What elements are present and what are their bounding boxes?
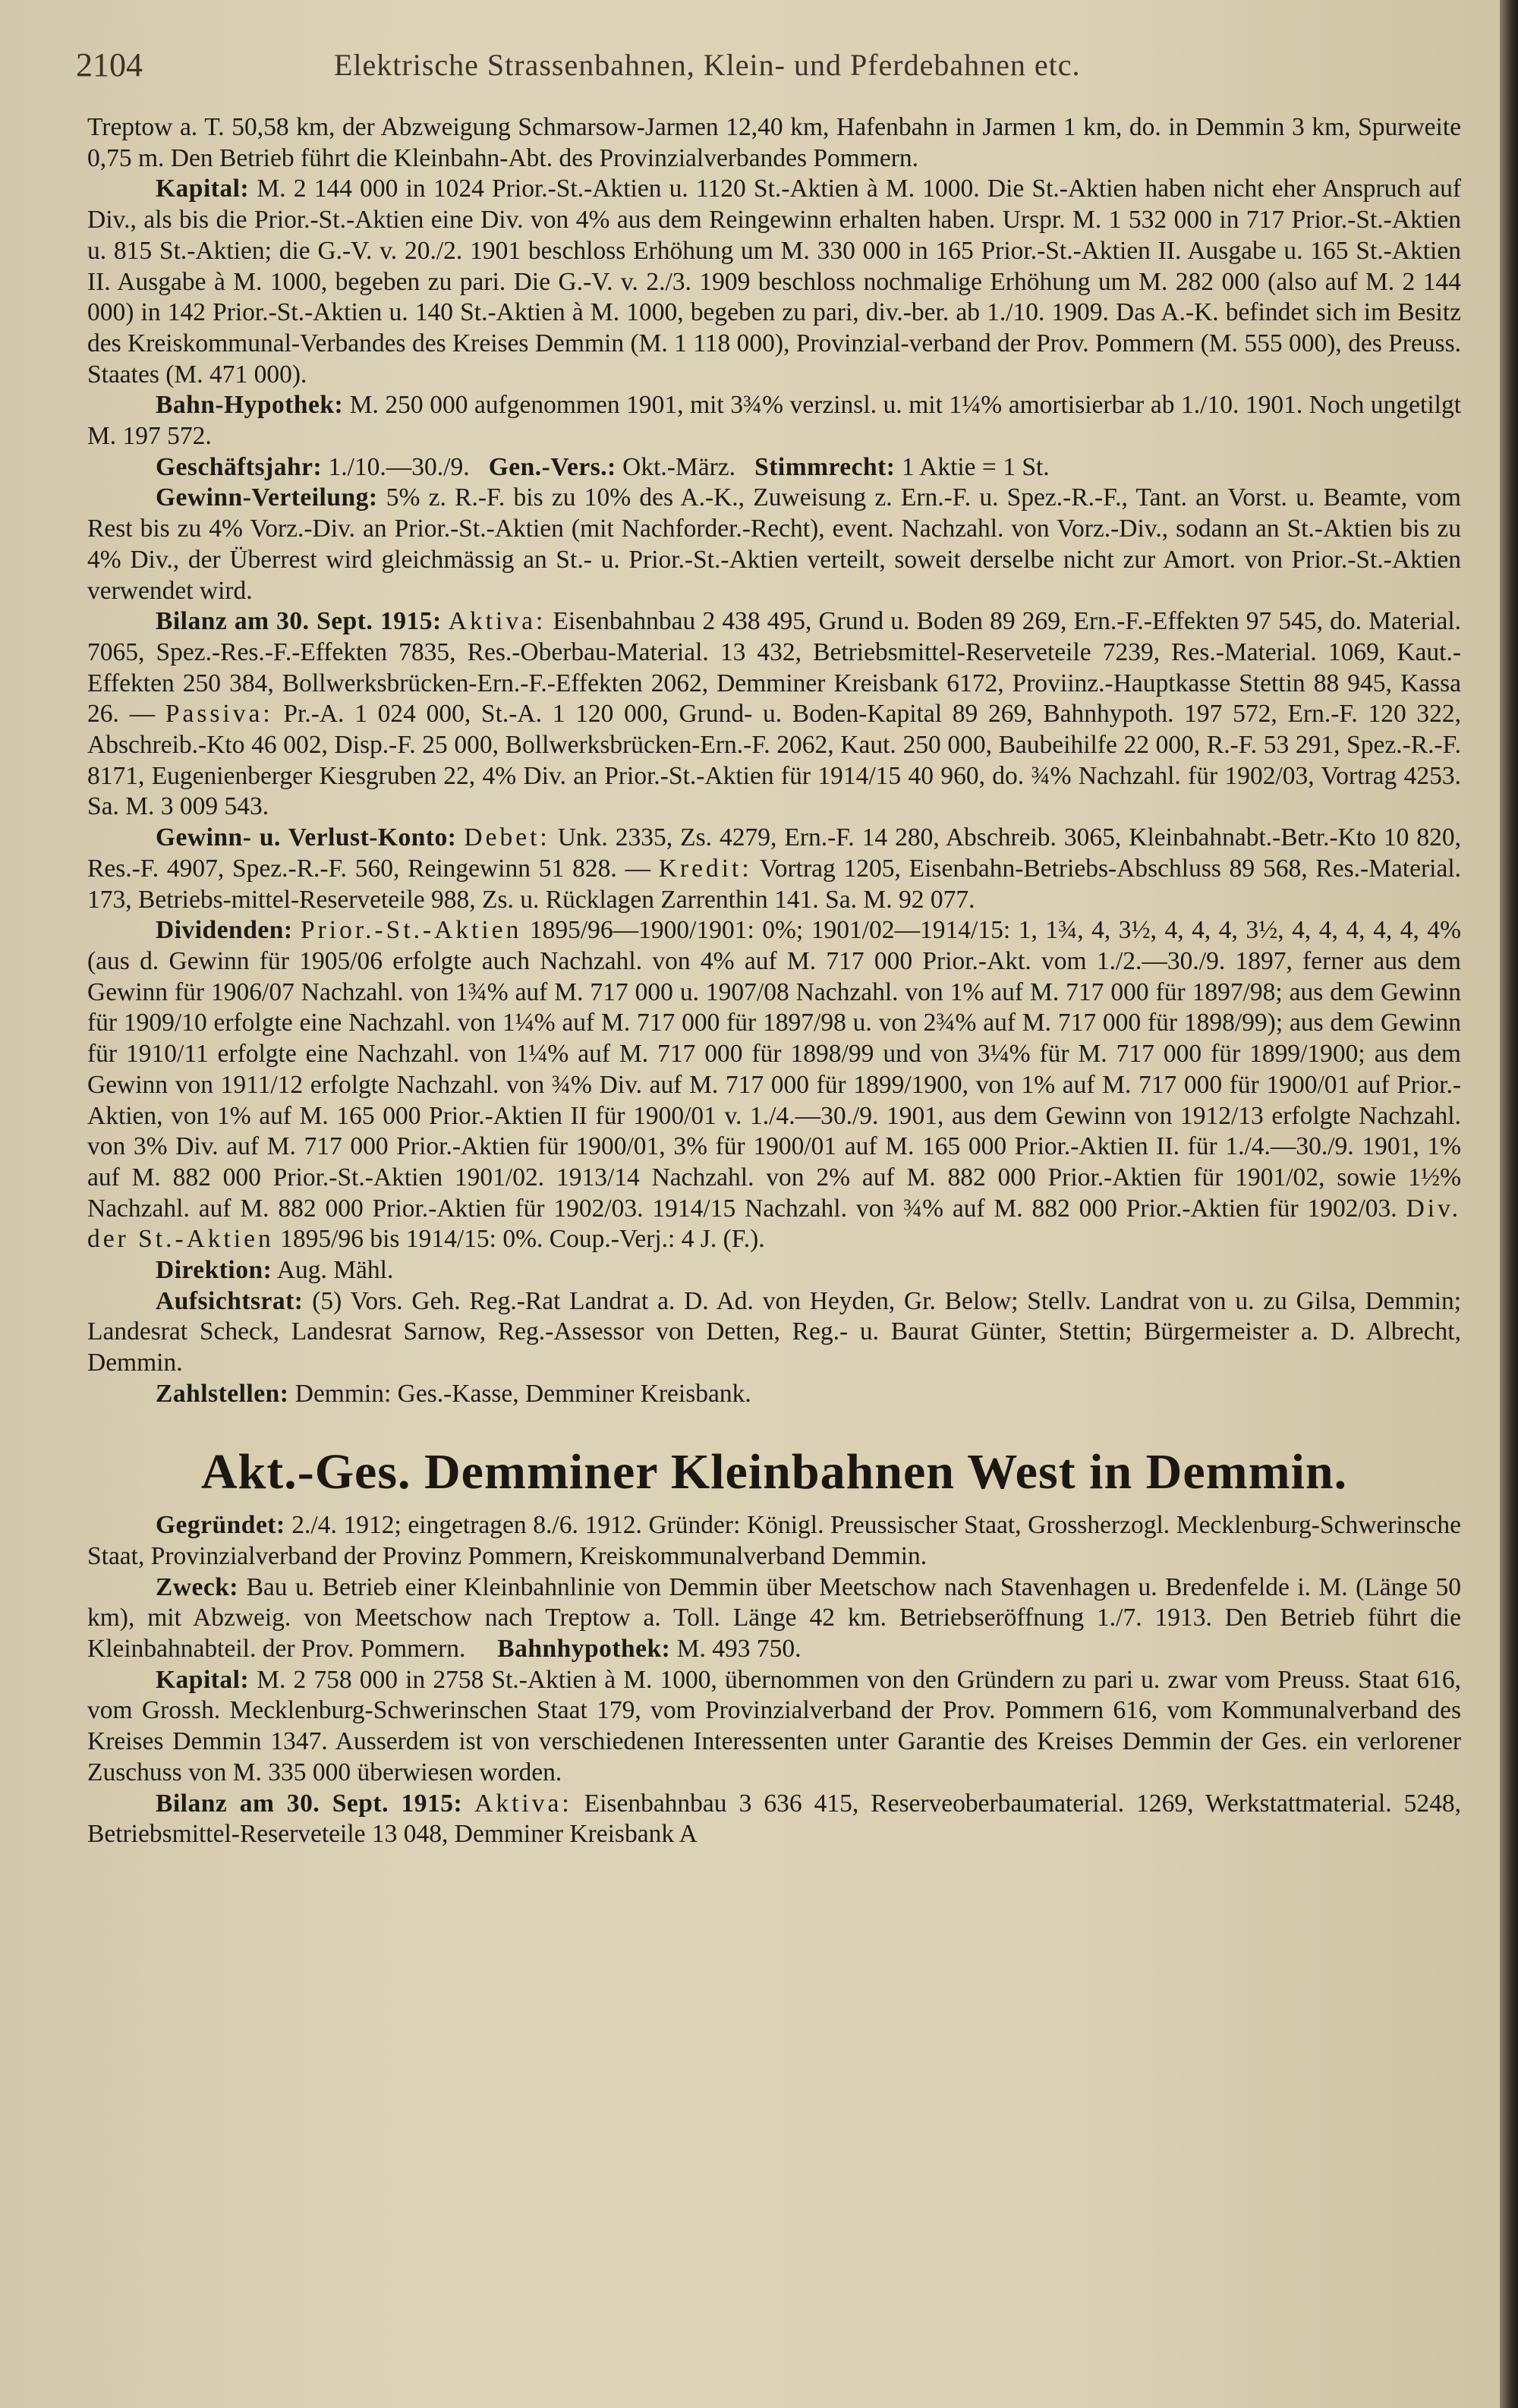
gewinn-verteilung-label: Gewinn-Verteilung:: [156, 483, 378, 512]
dividenden-paragraph: Dividenden: Prior.-St.-Aktien 1895/96—1900/1901: 0%; 1901/02—1914/15: 1, 1¾, 4, 3½, 4, 4, 4, 3½, 4, 4, 4, 4, 4, 4% (aus d. Gewinn für 1905/06 erfolgte auch Nachzahl. von 4% auf M. 717 000 Prior.-Akt. vom 1./2.—30./9. 1897, ferner aus dem Gewinn für 1906/07 Nachzahl. von 1¾% auf M. 717 000 u. 1907/08 Nachzahl. von 1% auf M. 717 000 für 1897/98; aus dem Gewinn für 1909/10 erfolgte eine Nachzahl. von 1¼% auf M. 717 000 für 1897/98 u. von 2¾% auf M. 717 000 für 1898/99); aus dem Gewinn für 1910/11 erfolgte eine Nachzahl. von 1¼% auf M. 717 000 für 1898/99 und von 3¼% für M. 717 000 für 1899/1900; aus dem Gewinn von 1911/12 erfolgte Nachzahl. von ¾% Div. auf M. 717 000 für 1899/1900, von 1% auf M. 717 000 für 1900/01 auf Prior.-Aktien, von 1% auf M. 165 000 Prior.-Aktien II für 1900/01 v. 1./4.—30./9. 1901, aus dem Gewinn von 1912/13 erfolgte Nachzahl. von 3% Div. auf M. 717 000 Prior.-Aktien für 1900/01, 3% für 1900/01 auf M. 165 000 Prior.-Aktien II. für 1./4.—30./9. 1901, 1% auf M. 882 000 Prior.-St.-Aktien 1901/02. 1913/14 Nachzahl. von 2% auf M. 882 000 Prior.-Aktien für 1901/02, sowie 1½% Nachzahl. auf M. 882 000 Prior.-Aktien für 1902/03. 1914/15 Nachzahl. von ¾% auf M. 882 000 Prior.-Aktien für 1902/03. Div. der St.-Aktien 1895/96 bis 1914/15: 0%. Coup.-Verj.: 4 J. (F.).: [87, 916, 1462, 1254]
zweck-paragraph: Zweck: Bau u. Betrieb einer Kleinbahnlinie von Demmin über Meetschow nach Stavenhagen u. Bredenfelde i. M. (Länge 50 km), mit Abzweig. von Meetschow nach Treptow a. Toll. Länge 42 km. Betriebseröffnung 1./7. 1913. Den Betrieb führt die Kleinbahnabteil. der Prov. Pommern. Bahnhypothek: M. 493 750.: [87, 1572, 1461, 1664]
gen-vers-label: Gen.-Vers.:: [488, 452, 616, 481]
zahlstellen-label: Zahlstellen:: [156, 1379, 289, 1408]
company-title: Akt.-Ges. Demminer Kleinbahnen West in Demmin.: [200, 1443, 1348, 1500]
kapital2-paragraph: Kapital: M. 2 758 000 in 2758 St.-Aktien à M. 1000, übernommen von den Gründern zu pari u. zwar vom Preuss. Staat 616, vom Grossh. Mecklenburg-Schwerinschen Staat 179, vom Provinzialverband der Prov. Pommern 616, vom Kommunalverband des Kreises Demmin 1347. Ausserdem ist von verschiedenen Interessenten unter Garantie des Kreises Demmin der Ges. ein verlorener Zuschuss von M. 335 000 überwiesen worden.: [87, 1665, 1461, 1786]
zahlstellen-paragraph: Zahlstellen: Demmin: Ges.-Kasse, Demminer Kreisbank.: [156, 1379, 751, 1408]
bilanz-paragraph: Bilanz am 30. Sept. 1915: Aktiva: Eisenbahnbau 2 438 495, Grund u. Boden 89 269, Ern.-F.-Effekten 97 545, do. Material. 7065, Spez.-Res.-F.-Effekten 7835, Res.-Oberbau-Material. 13 432, Betriebsmittel-Reserveteile 7239, Res.-Material. 1069, Kaut.-Effekten 250 384, Bollwerksbrücken-Ern.-F.-Effekten 2062, Demminer Kreisbank 6172, Proviinz.-Hauptkasse Stettin 88 945, Kassa 26. — Passiva: Pr.-A. 1 024 000, St.-A. 1 120 000, Grund- u. Boden-Kapital 89 269, Bahnhypoth. 197 572, Ern.-F. 120 322, Abschreib.-Kto 46 002, Disp.-F. 25 000, Bollwerksbrücken-Ern.-F. 2062, Kaut. 250 000, Baubeihilfe 22 000, R.-F. 53 291, Spez.-R.-F. 8171, Eugenienberger Kiesgruben 22, 4% Div. an Prior.-St.-Aktien für 1914/15 40 960, do. ¾% Nachzahl. für 1902/03, Vortrag 4253. Sa. M. 3 009 543.: [87, 607, 1462, 821]
guv-paragraph: Gewinn- u. Verlust-Konto: Debet: Unk. 2335, Zs. 4279, Ern.-F. 14 280, Abschreib. 3065, Kleinbahnabt.-Betr.-Kto 10 820, Res.-F. 4907, Spez.-R.-F. 560, Reingewinn 51 828. — Kredit: Vortrag 1205, Eisenbahn-Betriebs-Abschluss 89 568, Res.-Material. 173, Betriebs-mittel-Reserveteile 988, Zs. u. Rücklagen Zarrenthin 141. Sa. M. 92 077.: [87, 823, 1462, 914]
section1-intro: Treptow a. T. 50,58 km, der Abzweigung Schmarsow-Jarmen 12,40 km, Hafenbahn in Jarmen 1 km, do. in Demmin 3 km, Spurweite 0,75 m. Den Betrieb führt die Kleinbahn-Abt. des Provinzialverbandes Pommern.: [87, 113, 1461, 172]
direktion-paragraph: Direktion: Aug. Mähl.: [156, 1256, 394, 1285]
bahnhypothek-label: Bahn-Hypothek:: [156, 391, 344, 420]
body-text: [87, 112, 1461, 1850]
aktiva-label: Aktiva:: [448, 607, 546, 636]
bilanz-label: Bilanz am 30. Sept. 1915:: [156, 607, 442, 636]
dividenden-label: Dividenden:: [156, 916, 293, 945]
running-head: Elektrische Strassenbahnen, Klein- und Pferdebahnen etc.: [334, 48, 1081, 82]
page-number: 2104: [76, 46, 143, 83]
aufsichtsrat-paragraph: Aufsichtsrat: (5) Vors. Geh. Reg.-Rat Landrat a. D. Ad. von Heyden, Gr. Below; Stellv. Landrat von u. zu Gilsa, Demmin; Landesrat Scheck, Landesrat Sarnow, Reg.-Assessor von Detten, Reg.- u. Baurat Günter, Stettin; Bürgermeister a. D. Albrecht, Demmin.: [87, 1286, 1462, 1377]
gewinn-verteilung-paragraph: Gewinn-Verteilung: 5% z. R.-F. bis zu 10% des A.-K., Zuweisung z. Ern.-F. u. Spez.-R.-F., Tant. an Vorst. u. Beamte, vom Rest bis zu 4% Vorz.-Div. an Prior.-St.-Aktien (mit Nachforder.-Recht), event. Nachzahl. von Vorz.-Div., sodann an St.-Aktien bis zu 4% Div., der Überrest wird gleichmässig an St.- u. Prior.-St.-Aktien verteilt, soweit derselbe nicht zur Amort. von Prior.-St.-Aktien verwendet wird.: [87, 483, 1461, 605]
bahnhypothek-paragraph: Bahn-Hypothek: M. 250 000 aufgenommen 1901, mit 3¾% verzinsl. u. mit 1¼% amortisierbar ab 1./10. 1901. Noch ungetilgt M. 197 572.: [87, 391, 1462, 451]
passiva-label: Passiva:: [165, 700, 273, 729]
dividenden-sublabel: Prior.-St.-Aktien: [301, 916, 522, 945]
div-st-label: Div. der St.-Aktien: [87, 1194, 1462, 1254]
aktiva2-label: Aktiva:: [474, 1789, 572, 1818]
kredit-label: Kredit:: [658, 854, 752, 883]
bilanz2-label: Bilanz am 30. Sept. 1915:: [156, 1789, 463, 1818]
gegruendet-paragraph: Gegründet: 2./4. 1912; eingetragen 8./6. 1912. Gründer: Königl. Preussischer Staat, Grossherzogl. Mecklenburg-Schwerinsche Staat, Provinzialverband der Provinz Pommern, Kreiskommunalverband Demmin.: [87, 1511, 1462, 1570]
book-gutter: [1500, 0, 1518, 2408]
page-header: [76, 39, 1457, 85]
gegruendet-label: Gegründet:: [156, 1511, 285, 1540]
geschaeftsjahr-paragraph: Geschäftsjahr: 1./10.—30./9. Gen.-Vers.: Okt.-März. Stimmrecht: 1 Aktie = 1 St.: [156, 452, 1050, 481]
stimmrecht-label: Stimmrecht:: [754, 452, 896, 481]
geschaeftsjahr-label: Geschäftsjahr:: [156, 452, 323, 481]
bilanz2-paragraph: Bilanz am 30. Sept. 1915: Aktiva: Eisenbahnbau 3 636 415, Reserveoberbaumaterial. 1269, Werkstattmaterial. 5248, Betriebsmittel-Reserveteile 13 048, Demminer Kreisbank A: [87, 1789, 1461, 1849]
kapital-paragraph: Kapital: M. 2 144 000 in 1024 Prior.-St.-Aktien u. 1120 St.-Aktien à M. 1000. Die St.-Aktien haben nicht eher Anspruch auf Div., als bis die Prior.-St.-Aktien eine Div. von 4% aus dem Reingewinn erhalten haben. Urspr. M. 1 532 000 in 717 Prior.-St.-Aktien u. 815 St.-Aktien; die G.-V. v. 20./2. 1901 beschloss Erhöhung um M. 330 000 in 165 Prior.-St.-Aktien II. Ausgabe u. 165 St.-Aktien II. Ausgabe à M. 1000, begeben zu pari. Die G.-V. v. 2./3. 1909 beschloss nochmalige Erhöhung um M. 282 000 (also auf M. 2 144 000) in 142 Prior.-St.-Aktien u. 140 St.-Aktien à M. 1000, begeben zu pari, div.-ber. ab 1./10. 1909. Das A.-K. befindet sich im Besitz des Kreiskommunal-Verbandes des Kreises Demmin (M. 1 118 000), Provinzial-verband der Prov. Pommern (M. 555 000), des Preuss. Staates (M. 471 000).: [87, 175, 1461, 389]
bahnhypothek2-label: Bahnhypothek:: [497, 1635, 671, 1664]
kapital-label: Kapital:: [156, 175, 250, 203]
debet-label: Debet:: [464, 823, 550, 852]
aufsichtsrat-label: Aufsichtsrat:: [156, 1286, 304, 1315]
guv-label: Gewinn- u. Verlust-Konto:: [156, 823, 457, 852]
kapital2-label: Kapital:: [156, 1665, 250, 1694]
zweck-label: Zweck:: [156, 1572, 239, 1601]
direktion-label: Direktion:: [156, 1256, 272, 1285]
